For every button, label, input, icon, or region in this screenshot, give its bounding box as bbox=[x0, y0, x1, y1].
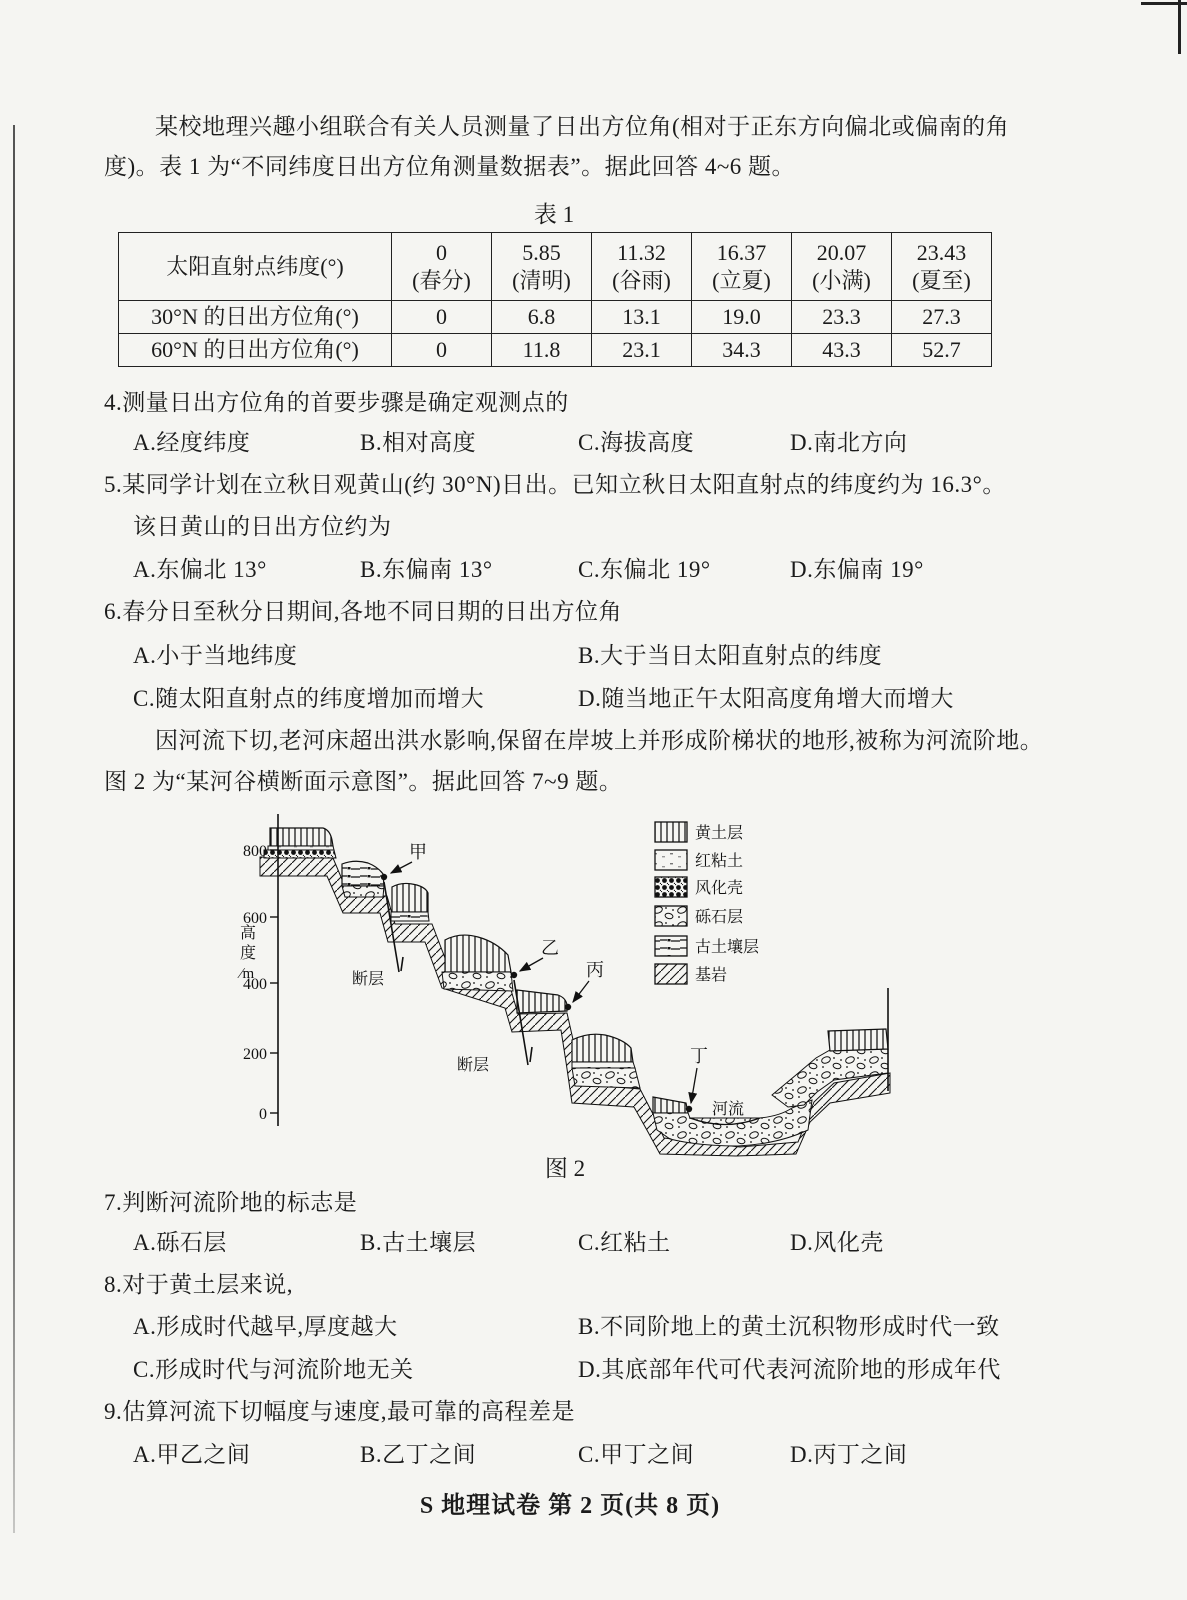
intro1-line2: 度)。表 1 为“不同纬度日出方位角测量数据表”。据此回答 4~6 题。 bbox=[104, 154, 796, 179]
q7-option-c: C.红粘土 bbox=[578, 1230, 671, 1255]
cell: 23.3 bbox=[792, 301, 892, 334]
label-jia: 甲 bbox=[409, 842, 427, 862]
q9-option-b: B.乙丁之间 bbox=[360, 1442, 477, 1467]
fault-label-2: 断层 bbox=[456, 1057, 490, 1074]
q7-option-b: B.古土壤层 bbox=[360, 1230, 477, 1255]
figure-legend bbox=[655, 822, 759, 984]
legend-label-bedrock: 基岩 bbox=[695, 967, 728, 984]
cell: 23.1 bbox=[592, 334, 692, 367]
q6-option-a: A.小于当地纬度 bbox=[133, 643, 298, 668]
q6-option-c: C.随太阳直射点的纬度增加而增大 bbox=[133, 686, 485, 711]
tick-400: 400 bbox=[243, 976, 267, 993]
page-footer: S 地理试卷 第 2 页(共 8 页) bbox=[419, 1493, 721, 1519]
q8-option-a: A.形成时代越早,厚度越大 bbox=[133, 1314, 398, 1339]
row-label: 30°N 的日出方位角(°) bbox=[119, 301, 392, 334]
cell: 19.0 bbox=[692, 301, 792, 334]
rightbank-loess bbox=[828, 1029, 888, 1051]
question-4-stem: 4.测量日出方位角的首要步骤是确定观测点的 bbox=[104, 390, 569, 415]
q8-option-c: C.形成时代与河流阶地无关 bbox=[133, 1357, 414, 1382]
q6-option-b: B.大于当日太阳直射点的纬度 bbox=[578, 643, 883, 668]
point-bing bbox=[565, 1004, 571, 1010]
legend-label-loess: 黄土层 bbox=[695, 825, 744, 842]
q4-option-a: A.经度纬度 bbox=[133, 430, 251, 455]
crop-mark-vertical bbox=[1178, 0, 1181, 54]
terrace3-gravel bbox=[442, 972, 513, 991]
point-jia bbox=[381, 874, 387, 880]
intro2-line2: 图 2 为“某河谷横断面示意图”。据此回答 7~9 题。 bbox=[104, 769, 623, 794]
legend-label-gravel: 砾石层 bbox=[695, 909, 744, 926]
fault-tick-2 bbox=[530, 1047, 532, 1062]
tick-0: 0 bbox=[259, 1106, 267, 1123]
intro2-line1: 因河流下切,老河床超出洪水影响,保留在岸坡上并形成阶梯状的地形,被称为河流阶地。 bbox=[155, 728, 1044, 753]
figure-river-terrace-cross-section bbox=[220, 800, 910, 1160]
plateau-crust bbox=[264, 850, 336, 858]
question-9-stem: 9.估算河流下切幅度与速度,最可靠的高程差是 bbox=[104, 1399, 575, 1424]
terrace2-gravel bbox=[342, 886, 384, 897]
terrace5-paleosol bbox=[572, 1062, 635, 1068]
q5-option-d: D.东偏南 19° bbox=[790, 557, 924, 582]
question-8-stem: 8.对于黄土层来说, bbox=[104, 1272, 293, 1297]
table-row bbox=[119, 334, 992, 367]
tick-800: 800 bbox=[243, 843, 267, 860]
point-ding bbox=[686, 1106, 692, 1112]
legend-swatch-gravel bbox=[655, 906, 687, 926]
table-header-row bbox=[119, 233, 992, 301]
q6-option-d: D.随当地正午太阳高度角增大而增大 bbox=[578, 686, 954, 711]
legend-label-paleosol: 古土壤层 bbox=[695, 939, 760, 956]
mid-paleosol bbox=[391, 912, 429, 921]
q9-option-a: A.甲乙之间 bbox=[133, 1442, 251, 1467]
terrace4-loess bbox=[517, 990, 567, 1013]
row-label: 60°N 的日出方位角(°) bbox=[119, 334, 392, 367]
q9-option-c: C.甲丁之间 bbox=[578, 1442, 695, 1467]
table-col-header: 16.37 (立夏) bbox=[692, 233, 792, 301]
valley-loess-patch bbox=[653, 1097, 688, 1113]
question-5-stem: 5.某同学计划在立秋日观黄山(约 30°N)日出。已知立秋日太阳直射点的纬度约为 16.3°。 bbox=[104, 472, 1006, 497]
cell: 52.7 bbox=[892, 334, 992, 367]
table-col-header: 20.07 (小满) bbox=[792, 233, 892, 301]
fault-label-1: 断层 bbox=[351, 971, 385, 988]
y-axis-label-char1: 高 bbox=[240, 925, 257, 942]
y-axis-label-char3: ∕m bbox=[240, 966, 255, 982]
legend-swatch-redclay bbox=[655, 850, 687, 870]
label-ding: 丁 bbox=[690, 1046, 708, 1066]
point-yi bbox=[511, 972, 517, 978]
legend-swatch-bedrock bbox=[655, 964, 687, 984]
legend-swatch-loess bbox=[655, 822, 687, 842]
cell: 34.3 bbox=[692, 334, 792, 367]
legend-label-redclay: 红粘土 bbox=[695, 853, 744, 870]
y-axis-label-char2: 度 bbox=[240, 945, 257, 962]
question-5-stem-line2: 该日黄山的日出方位约为 bbox=[133, 514, 392, 539]
label-bing: 丙 bbox=[586, 960, 604, 980]
table-col-header: 11.32 (谷雨) bbox=[592, 233, 692, 301]
label-yi: 乙 bbox=[541, 938, 559, 958]
terrace5-gravel bbox=[572, 1068, 640, 1088]
intro1-line1: 某校地理兴趣小组联合有关人员测量了日出方位角(相对于正东方向偏北或偏南的角 bbox=[155, 114, 1010, 139]
q7-option-a: A.砾石层 bbox=[133, 1230, 227, 1255]
q9-option-d: D.丙丁之间 bbox=[790, 1442, 908, 1467]
cell: 43.3 bbox=[792, 334, 892, 367]
question-7-stem: 7.判断河流阶地的标志是 bbox=[104, 1190, 358, 1215]
q5-option-b: B.东偏南 13° bbox=[360, 557, 493, 582]
q8-option-d: D.其底部年代可代表河流阶地的形成年代 bbox=[578, 1357, 1001, 1382]
q4-option-b: B.相对高度 bbox=[360, 430, 477, 455]
q5-option-a: A.东偏北 13° bbox=[133, 557, 267, 582]
table-row-header: 太阳直射点纬度(°) bbox=[119, 233, 392, 301]
tick-200: 200 bbox=[243, 1046, 267, 1063]
cell: 0 bbox=[392, 301, 492, 334]
q7-option-d: D.风化壳 bbox=[790, 1230, 884, 1255]
scan-edge-line bbox=[13, 125, 15, 1533]
fault-tick-1 bbox=[401, 957, 403, 971]
terrace5-loess bbox=[572, 1034, 633, 1062]
tick-600: 600 bbox=[243, 910, 267, 927]
q4-option-c: C.海拔高度 bbox=[578, 430, 695, 455]
cell: 6.8 bbox=[492, 301, 592, 334]
figure-caption: 图 2 bbox=[544, 1156, 586, 1181]
table-row bbox=[119, 301, 992, 334]
legend-swatch-crust bbox=[655, 877, 687, 897]
q4-option-d: D.南北方向 bbox=[790, 430, 908, 455]
table-col-header: 23.43 (夏至) bbox=[892, 233, 992, 301]
mid-loess bbox=[392, 883, 428, 912]
q5-option-c: C.东偏北 19° bbox=[578, 557, 711, 582]
cell: 27.3 bbox=[892, 301, 992, 334]
terrace3-loess bbox=[445, 935, 511, 972]
legend-label-crust: 风化壳 bbox=[695, 880, 744, 897]
table-sunrise-azimuth bbox=[118, 232, 992, 367]
cell: 13.1 bbox=[592, 301, 692, 334]
terrace2-paleosol bbox=[342, 861, 384, 886]
table1-caption: 表 1 bbox=[533, 202, 575, 227]
cell: 11.8 bbox=[492, 334, 592, 367]
table-col-header: 5.85 (清明) bbox=[492, 233, 592, 301]
legend-swatch-paleosol bbox=[655, 936, 687, 956]
table-col-header: 0 (春分) bbox=[392, 233, 492, 301]
river-label: 河流 bbox=[711, 1101, 745, 1118]
cell: 0 bbox=[392, 334, 492, 367]
plateau-loess bbox=[270, 828, 333, 846]
q8-option-b: B.不同阶地上的黄土沉积物形成时代一致 bbox=[578, 1314, 1000, 1339]
question-6-stem: 6.春分日至秋分日期间,各地不同日期的日出方位角 bbox=[104, 599, 622, 624]
